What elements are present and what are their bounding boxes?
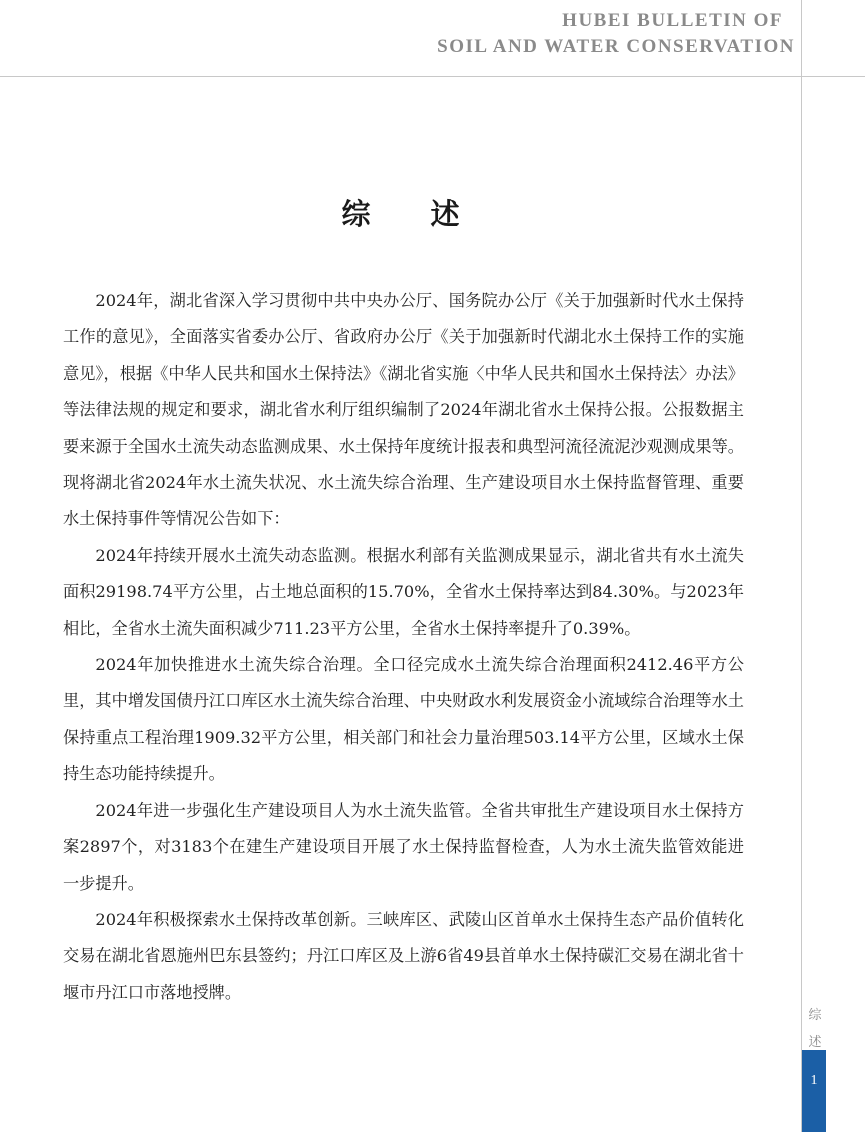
paragraph-reform: 2024年积极探索水土保持改革创新。三峡库区、武陵山区首单水土保持生态产品价值转化交易在湖北省恩施州巴东县签约；丹江口库区及上游6省49县首单水土保持碳汇交易在湖北省十堰市丹江口市落地授牌。 (63, 909, 744, 1002)
header-title-line2: SOIL AND WATER CONSERVATION (437, 36, 795, 57)
header-title-line1: HUBEI BULLETIN OF (562, 10, 783, 31)
paragraph-supervision: 2024年进一步强化生产建设项目人为水土流失监管。全省共审批生产建设项目水土保持方案2897个，对3183个在建生产建设项目开展了水土保持监督检查，人为水土流失监管效能进一步提升。 (63, 800, 744, 893)
paragraph-treatment: 2024年加快推进水土流失综合治理。全口径完成水土流失综合治理面积2412.46平方公里，其中增发国债丹江口库区水土流失综合治理、中央财政水利发展资金小流域综合治理等水土保持重点工程治理1909.32平方公里，相关部门和社会力量治理503.14平方公里，区域水土保持生态功能持续提升。 (63, 655, 744, 784)
header-divider (0, 76, 865, 77)
margin-divider (801, 0, 802, 1132)
paragraph-monitoring: 2024年持续开展水土流失动态监测。根据水利部有关监测成果显示，湖北省共有水土流失面积29198.74平方公里，占土地总面积的15.70%，全省水土保持率达到84.30%。与2023年相比，全省水土流失面积减少711.23平方公里，全省水土保持率提升了0.39%。 (63, 545, 744, 638)
paragraph-intro: 2024年，湖北省深入学习贯彻中共中央办公厅、国务院办公厅《关于加强新时代水土保持工作的意见》，全面落实省委办公厅、省政府办公厅《关于加强新时代湖北水土保持工作的实施意见》，根据《中华人民共和国水土保持法》《湖北省实施〈中华人民共和国水土保持法〉办法》等法律法规的规定和要求，湖北省水利厅组织编制了2024年湖北省水土保持公报。公报数据主要来源于全国水土流失动态监测成果、水土保持年度统计报表和典型河流径流泥沙观测成果等。现将湖北省2024年水土流失状况、水土流失综合治理、生产建设项目水土保持监督管理、重要水土保持事件等情况公告如下： (63, 291, 744, 529)
page-title: 综述 (341, 197, 520, 231)
side-section-label-2: 述 (808, 1035, 822, 1050)
body-text (63, 283, 744, 1011)
side-section-label-1: 综 (808, 1008, 822, 1023)
page-number: 1 (810, 1073, 818, 1088)
page-number-tab (802, 1050, 826, 1132)
